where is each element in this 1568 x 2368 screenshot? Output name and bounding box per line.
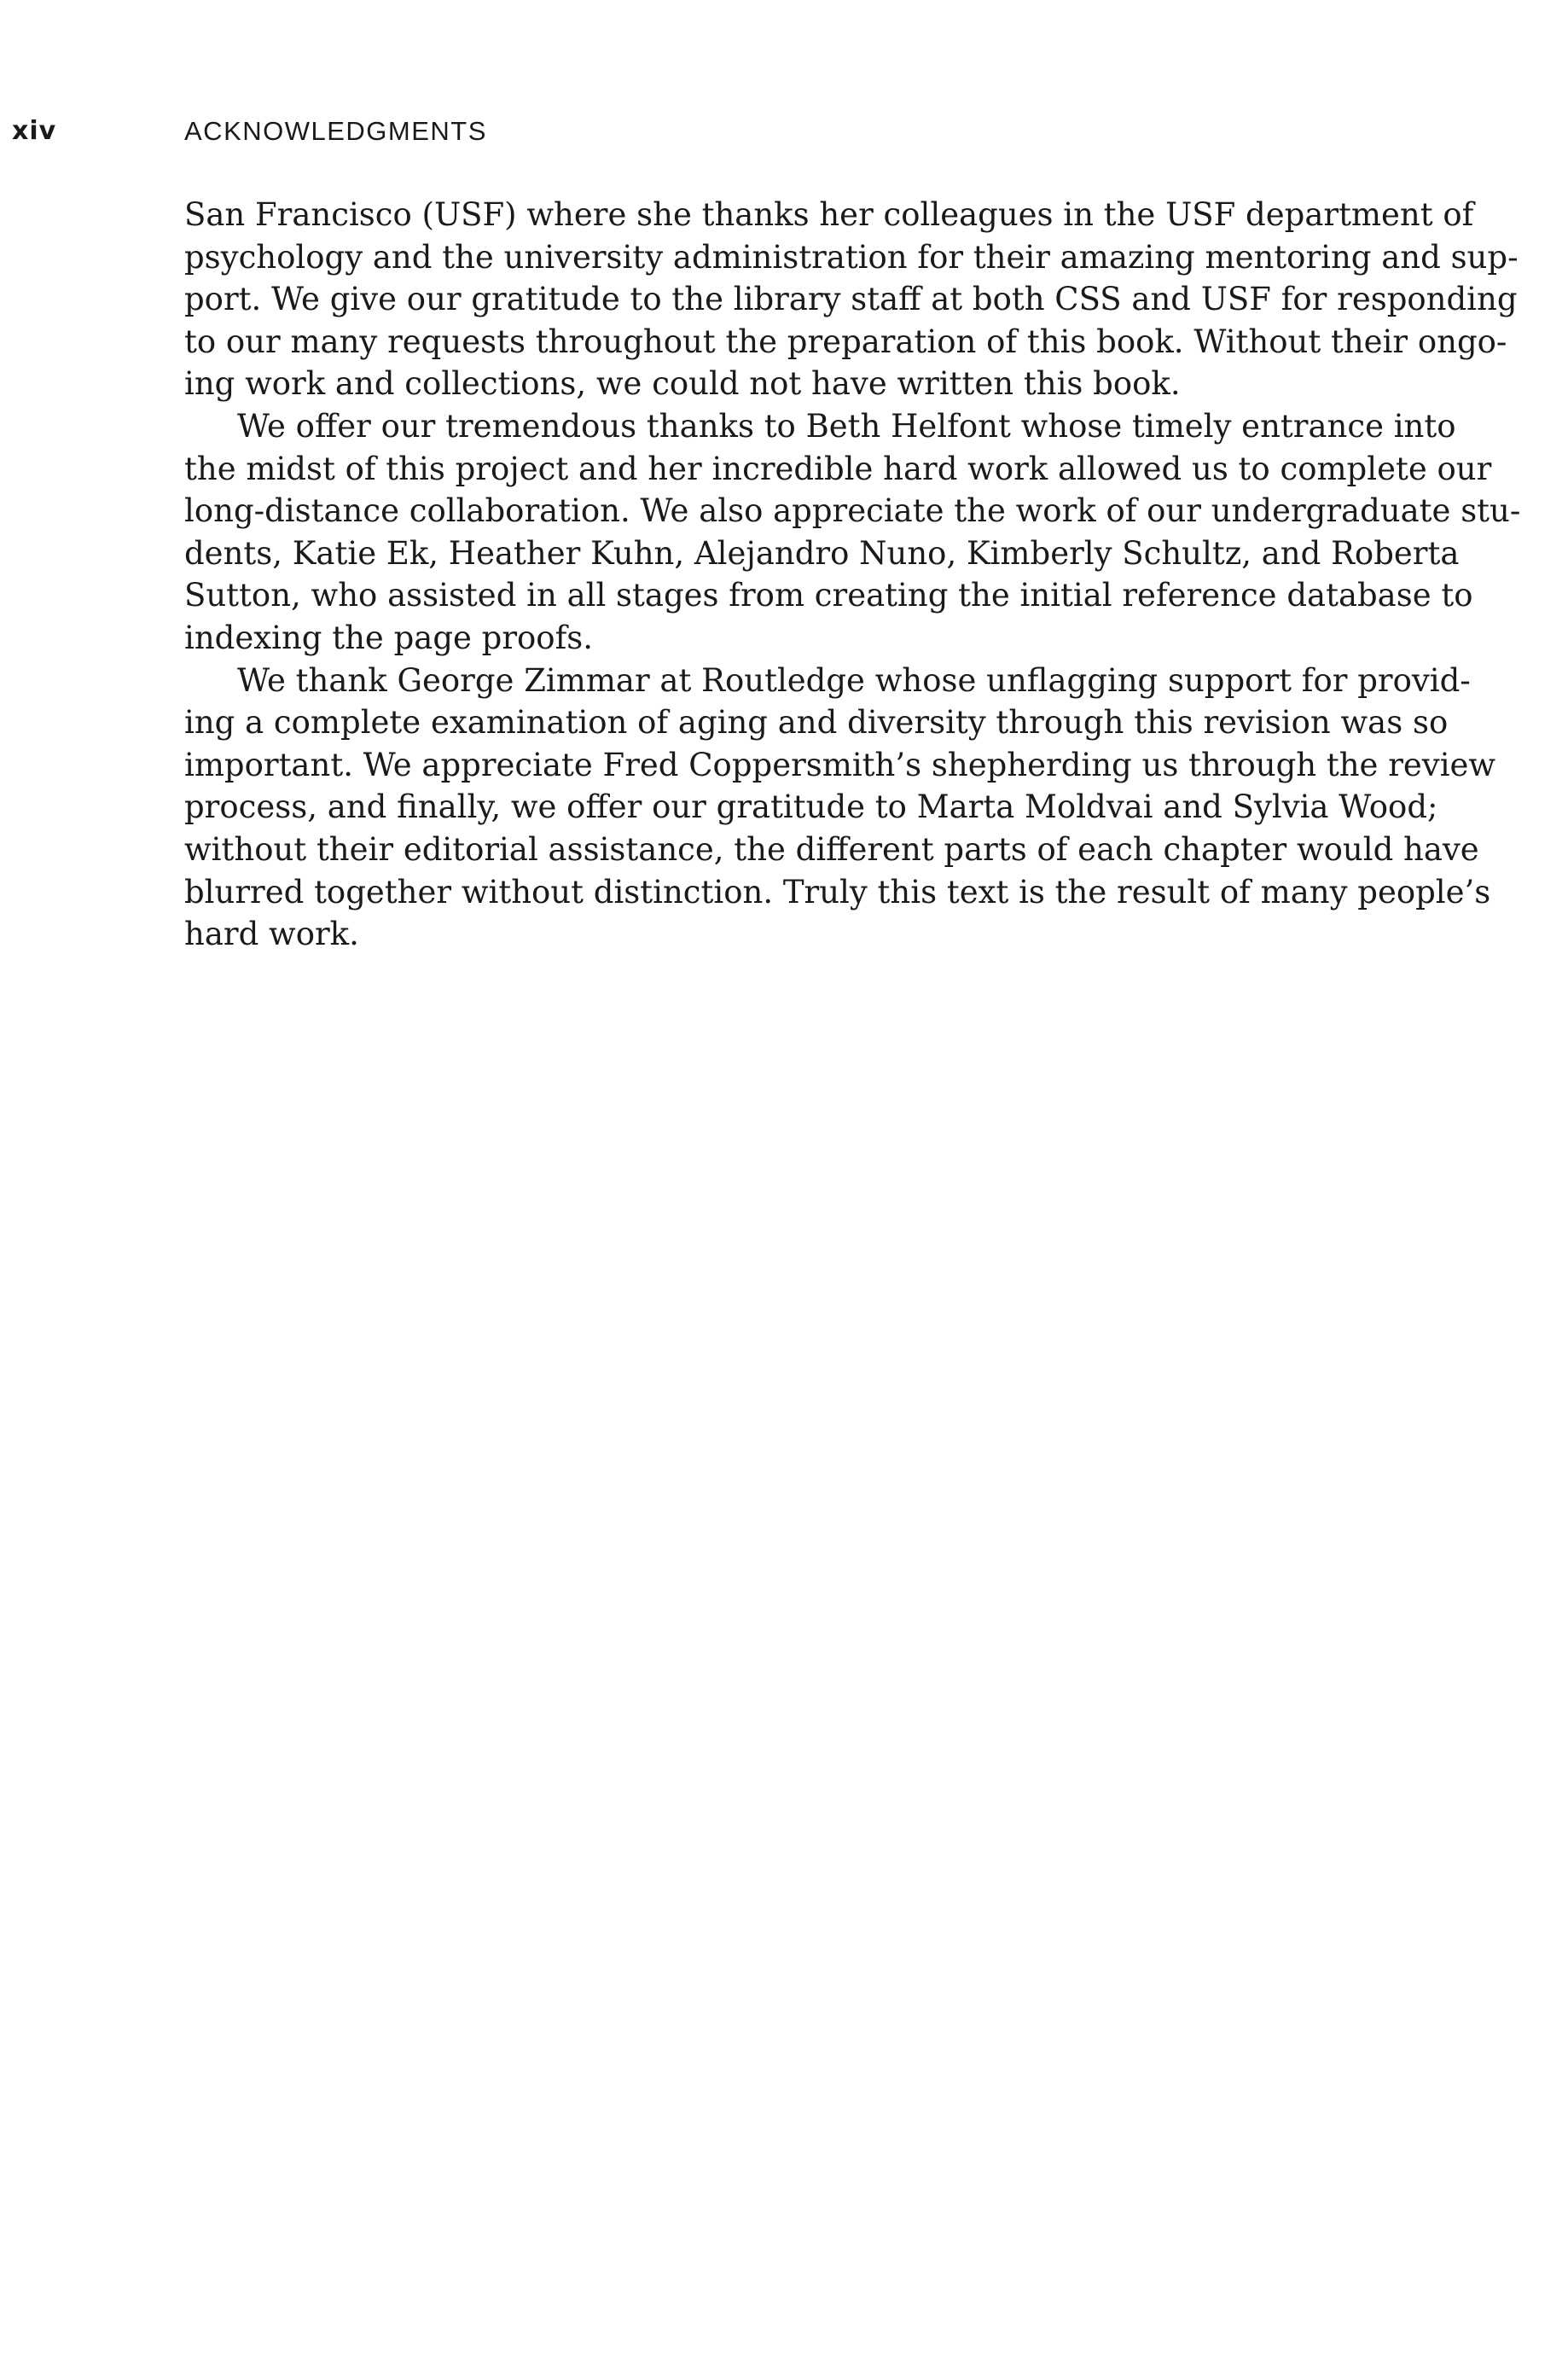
text-line: port. We give our gratitude to the library staff at both CSS and USF for responding — [184, 281, 1518, 318]
paragraph-1 — [184, 194, 1519, 405]
page-number: xiv — [12, 116, 57, 146]
text-line: process, and finally, we offer our gratitude to Marta Moldvai and Sylvia Wood; — [184, 788, 1438, 826]
paragraph-3 — [184, 660, 1496, 956]
text-line: without their editorial assistance, the different parts of each chapter would have — [184, 830, 1479, 868]
text-line: the midst of this project and her incredible hard work allowed us to complete our — [184, 450, 1492, 487]
text-line: psychology and the university administration for their amazing mentoring and sup- — [184, 238, 1519, 276]
text-line: hard work. — [184, 916, 359, 953]
text-line: to our many requests throughout the preparation of this book. Without their ongo- — [184, 323, 1507, 360]
running-head — [0, 114, 1568, 148]
text-line: long-distance collaboration. We also appreciate the work of our undergraduate stu- — [184, 492, 1521, 530]
text-line: ing work and collections, we could not have written this book. — [184, 365, 1181, 403]
text-line: dents, Katie Ek, Heather Kuhn, Alejandro Nuno, Kimberly Schultz, and Roberta — [184, 534, 1460, 572]
text-line: indexing the page proofs. — [184, 619, 594, 656]
text-line: San Francisco (USF) where she thanks her colleagues in the USF department of — [184, 196, 1474, 233]
text-line: We offer our tremendous thanks to Beth Helfont whose timely entrance into — [237, 407, 1456, 445]
text-line: We thank George Zimmar at Routledge whose unflagging support for provid- — [237, 661, 1471, 699]
text-line: blurred together without distinction. Truly this text is the result of many people’s — [184, 873, 1491, 911]
acknowledgments-text — [184, 194, 1521, 956]
paragraph-2 — [184, 405, 1521, 660]
text-line: ing a complete examination of aging and diversity through this revision was so — [184, 704, 1449, 742]
text-line: important. We appreciate Fred Coppersmith’s shepherding us through the review — [184, 746, 1496, 783]
text-line: Sutton, who assisted in all stages from creating the initial reference database to — [184, 577, 1473, 614]
section-title: ACKNOWLEDGMENTS — [184, 116, 487, 146]
